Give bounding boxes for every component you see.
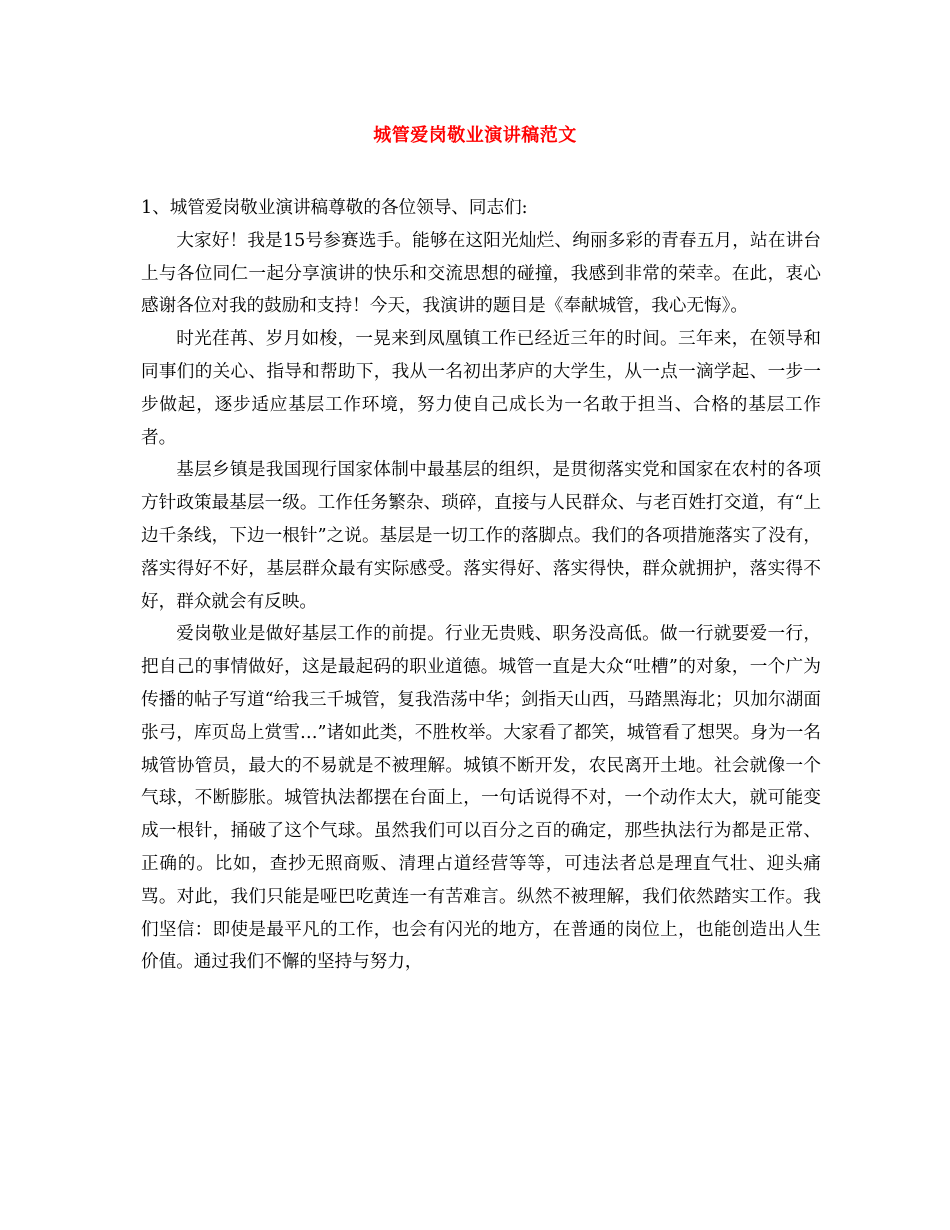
- paragraph-3: 基层乡镇是我国现行国家体制中最基层的组织，是贯彻落实党和国家在农村的各项方针政策最基层一级。工作任务繁杂、琐碎，直接与人民群众、与老百姓打交道，有“上边千条线，下边一根针”之说。基层是一切工作的落脚点。我们的各项措施落实了没有，落实得好不好，基层群众最有实际感受。落实得好、落实得快，群众就拥护，落实得不好，群众就会有反映。: [141, 460, 821, 612]
- document-title: 城管爱岗敬业演讲稿范文: [373, 125, 577, 146]
- document-body: [141, 192, 821, 979]
- paragraph-1: 大家好！我是15号参赛选手。能够在这阳光灿烂、绚丽多彩的青春五月，站在讲台上与各位同仁一起分享演讲的快乐和交流思想的碰撞，我感到非常的荣幸。在此，衷心感谢各位对我的鼓励和支持！今天，我演讲的题目是《奉献城管，我心无悔》。: [141, 230, 821, 317]
- paragraph-4: 爱岗敬业是做好基层工作的前提。行业无贵贱、职务没高低。做一行就要爱一行，把自己的事情做好，这是最起码的职业道德。城管一直是大众“吐槽”的对象，一个广为传播的帖子写道“给我三千城管，复我浩荡中华；剑指天山西，马踏黑海北；贝加尔湖面张弓，库页岛上赏雪…”诸如此类，不胜枚举。大家看了都笑，城管看了想哭。身为一名城管协管员，最大的不易就是不被理解。城镇不断开发，农民离开土地。社会就像一个气球，不断膨胀。城管执法都摆在台面上，一句话说得不对，一个动作太大，就可能变成一根针，捅破了这个气球。虽然我们可以百分之百的确定，那些执法行为都是正常、正确的。比如，查抄无照商贩、清理占道经营等等，可违法者总是理直气壮、迎头痛骂。对此，我们只能是哑巴吃黄连一有苦难言。纵然不被理解，我们依然踏实工作。我们坚信：即使是最平凡的工作，也会有闪光的地方，在普通的岗位上，也能创造出人生价值。通过我们不懈的坚持与努力，: [141, 624, 821, 973]
- heading-line: 1、城管爱岗敬业演讲稿尊敬的各位领导、同志们:: [141, 198, 528, 218]
- paragraph-2: 时光荏苒、岁月如梭，一晃来到凤凰镇工作已经近三年的时间。三年来，在领导和同事们的关心、指导和帮助下，我从一名初出茅庐的大学生，从一点一滴学起、一步一步做起，逐步适应基层工作环境，努力使自己成长为一名敢于担当、合格的基层工作者。: [141, 329, 821, 448]
